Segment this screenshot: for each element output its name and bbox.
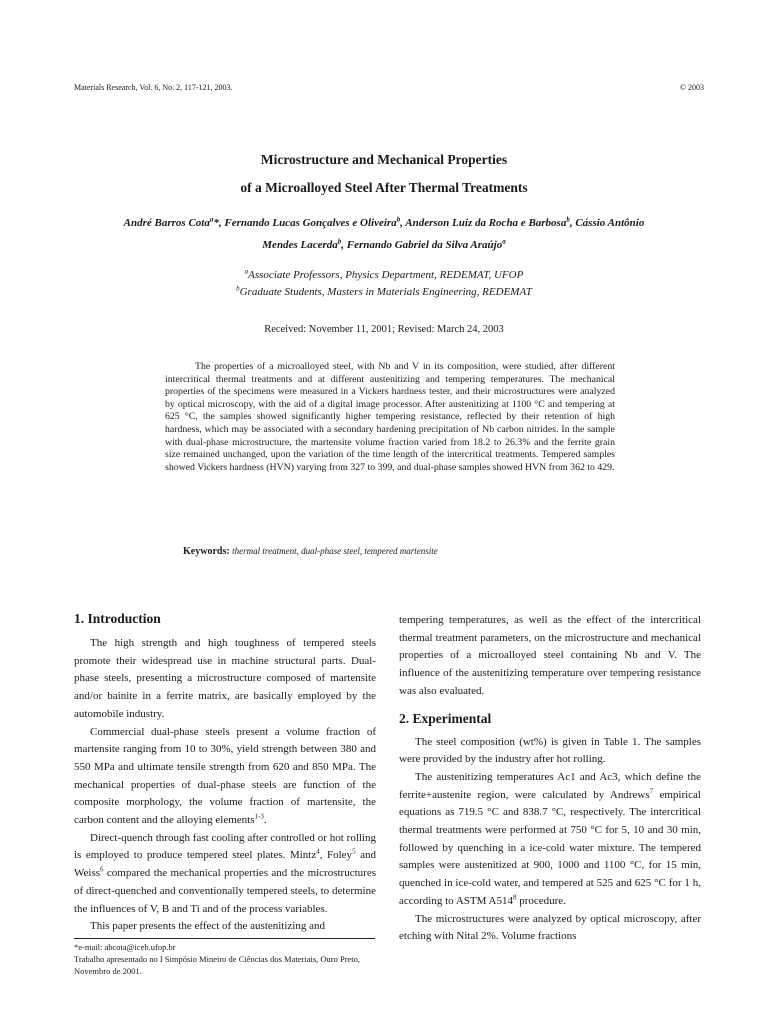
affiliation-mark: a: [244, 267, 249, 276]
author-name: Cássio Antônio Mendes Lacerda: [262, 217, 645, 251]
author-name: Fernando Lucas Gonçalves e Oliveira: [224, 217, 397, 229]
affiliation-text: Graduate Students, Masters in Materials Engineering, REDEMAT: [239, 286, 532, 298]
journal-citation: Materials Research, Vol. 6, No. 2, 117-121, 2003.: [74, 83, 233, 92]
right-column: [399, 612, 701, 946]
citation-ref: 6: [100, 865, 104, 874]
author-separator: *,: [213, 217, 225, 229]
footnote-email: *e-mail: abcota@iceb.ufop.br: [74, 942, 176, 952]
section-heading-experimental: 2. Experimental: [399, 710, 492, 726]
author-affiliation-mark: b: [396, 215, 401, 224]
author-affiliation-mark: a: [209, 215, 214, 224]
citation-ref: 8: [512, 893, 517, 902]
paragraph-text: procedure.: [516, 894, 566, 907]
author-affiliation-mark: a: [502, 237, 506, 246]
affiliation-a: [0, 267, 768, 284]
author-list: [110, 212, 658, 256]
author-affiliation-mark: b: [337, 237, 342, 246]
affiliations: [0, 267, 768, 301]
keywords: [183, 546, 438, 557]
author-name: Anderson Luiz da Rocha e Barbosa: [405, 217, 567, 229]
citation-ref: 1-3: [254, 812, 264, 821]
author-affiliation-mark: b: [566, 215, 570, 224]
paragraph-text: Commercial dual-phase steels present a volume fraction of martensite ranging from 10 to 30%, yield strength between 380 and 550 MPa and ultimate tensile strength from 620 and 850 MPa. The mechanical properties of dual-phase steels are function of the composite morphology, the volume fraction of martensite, the carbon content and the alloying elements: [74, 725, 376, 827]
abstract: The properties of a microalloyed steel, with Nb and V in its composition, were studied, after different intercritical thermal treatments and at different austenitizing and tempering temperatures. The mechanical properties of the specimens were measured in a Vickers hardness tester, and their microstructures were analyzed by optical microscopy, with the aid of a digital image processor. After austenitizing at 1100 °C and tempering at 625 °C, the samples showed significantly higher tempering resistance, reflected by their retention of high hardness, which may be associated with a secondary hardening precipitation of Nb carbon nitrides. In the sample with dual-phase microstructure, the martensite volume fraction varied from 18.2 to 26.3% and the ferrite grain size remained unchanged, upon the variation of the time length of the intercritical treatments. Tempered samples showed Vickers hardness (HVN) varying from 327 to 399, and dual-phase samples showed HVN from 362 to 429.: [165, 361, 615, 473]
paper-title-line-2: of a Microalloyed Steel After Thermal Treatments: [240, 180, 528, 195]
paragraph-text: Direct-quench through fast cooling after controlled or hot rolling is employed to produce tempered steel plates. Mintz: [74, 831, 376, 862]
paragraph-text: and Weiss: [74, 849, 376, 880]
author-separator: ,: [569, 217, 576, 229]
experimental-paragraph: The microstructures were analyzed by optical microscopy, after etching with Nital 2%. Volume fractions: [399, 912, 701, 943]
received-dates: Received: November 11, 2001; Revised: March 24, 2003: [264, 324, 504, 335]
intro-paragraph-continued: tempering temperatures, as well as the effect of the intercritical thermal treatment parameters, on the microstructure and mechanical properties of a microalloyed steel containing Nb and V. The influence of the austenitizing temperature over tempering resistance was also evaluated.: [399, 614, 701, 697]
affiliation-text: Associate Professors, Physics Department, REDEMAT, UFOP: [248, 269, 524, 281]
intro-paragraph: The high strength and high toughness of tempered steels promote their widespread use in machine structural parts. Dual-phase steels, presenting a microstructure composed of martensite and/or bainite in a ferrite matrix, are basically employed by the automobile industry.: [74, 637, 376, 720]
paragraph-text: compared the mechanical properties and the microstructures of direct-quenched and conventionally tempered steels, to determine the influences of V, B and Ti and of the process variables.: [74, 867, 376, 915]
footnote: [74, 941, 384, 977]
author-name: André Barros Cota: [123, 217, 210, 229]
experimental-paragraph: The steel composition (wt%) is given in Table 1. The samples were provided by the industry after hot rolling.: [399, 735, 701, 766]
paper-title-line-1: Microstructure and Mechanical Properties: [260, 152, 508, 167]
keywords-text: thermal treatment, dual-phase steel, tempered martensite: [232, 546, 438, 556]
paragraph-text: , Foley: [319, 849, 353, 862]
author-name: Fernando Gabriel da Silva Araújo: [346, 239, 503, 251]
author-separator: ,: [400, 217, 406, 229]
left-column: [74, 610, 376, 936]
citation-ref: 4: [316, 847, 320, 856]
paragraph-text: .: [263, 814, 267, 827]
intro-paragraph: [74, 830, 376, 919]
footnote-note: Trabalho apresentado no I Simpósio Mineiro de Ciências dos Materiais, Ouro Preto, Novembro de 2001.: [74, 954, 361, 976]
citation-ref: 7: [649, 786, 654, 795]
copyright-notice: © 2003: [679, 83, 704, 92]
footnote-divider: [74, 938, 375, 939]
affiliation-mark: b: [236, 284, 240, 293]
section-heading-introduction: 1. Introduction: [74, 611, 161, 626]
paragraph-text: empirical equations as 719.5 °C and 838.7 °C, respectively. The intercritical thermal treatments were performed at 750 °C for 5, 10 and 30 min, followed by quenching in a ice-cold water mixture. The tempered samples were austenitized at 900, 1000 and 1100 °C, for 15 min, quenched in ice-cold water, and tempered at 525 and 625 °C for 1 h, according to ASTM A514: [399, 788, 701, 907]
experimental-paragraph: [399, 769, 701, 911]
author-separator: ,: [341, 239, 347, 251]
intro-paragraph: This paper presents the effect of the austenitizing and: [90, 920, 325, 933]
paragraph-text: The austenitizing temperatures Ac1 and Ac3, which define the ferrite+austenite region, were calculated by Andrews: [399, 770, 701, 801]
affiliation-b: [0, 284, 768, 301]
keywords-label: Keywords:: [183, 546, 230, 557]
intro-paragraph: [74, 724, 376, 830]
citation-ref: 5: [352, 847, 356, 856]
